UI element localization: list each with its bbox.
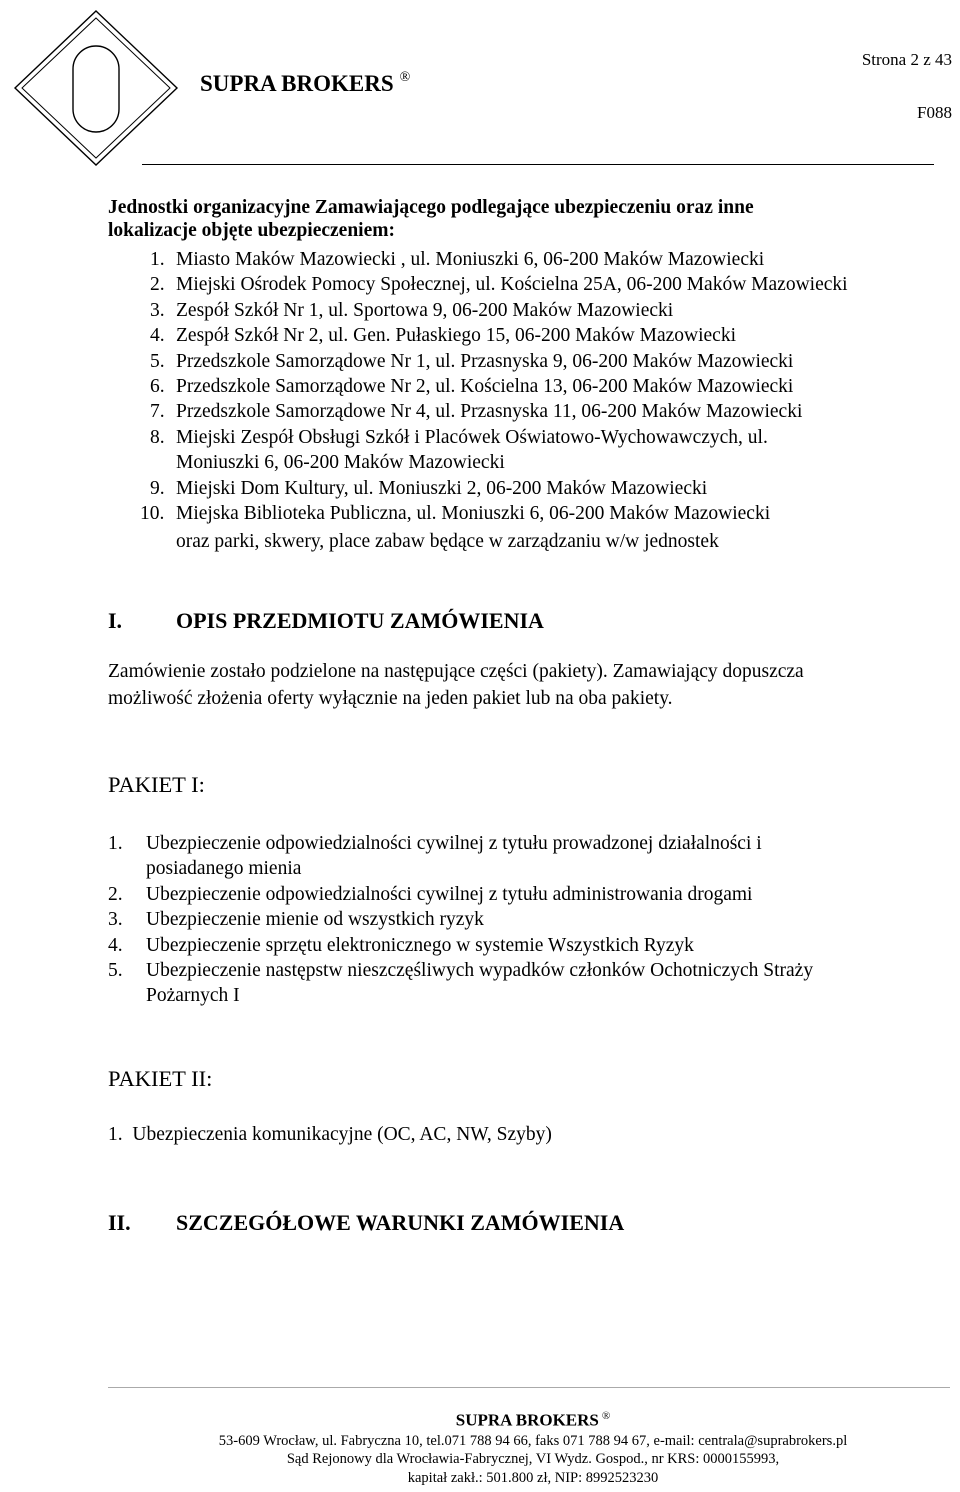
header-brand: SUPRA BROKERS ® (200, 70, 411, 96)
footer-registered-mark: ® (601, 1410, 611, 1422)
list-item: 5. Przedszkole Samorządowe Nr 1, ul. Przasnyska 9, 06-200 Maków Mazowiecki (150, 350, 794, 372)
company-logo-icon (12, 8, 180, 168)
list-item: 1. Miasto Maków Mazowiecki , ul. Moniuszki 6, 06-200 Maków Mazowiecki (150, 249, 765, 270)
pakiet-1-list (108, 831, 956, 1009)
list-item: 3. Zespół Szkół Nr 1, ul. Sportowa 9, 06-200 Maków Mazowiecki (150, 299, 674, 321)
units-heading: Jednostki organizacyjne Zamawiającego podlegające ubezpieczeniu oraz inne lokalizacje objęte ubezpieczeniem: (108, 197, 754, 241)
footer-court-info: Sąd Rejonowy dla Wrocławia-Fabrycznej, VI Wydz. Gospod., nr KRS: 0000155993, (286, 1451, 780, 1467)
footer-brand: SUPRA BROKERS ® (455, 1410, 611, 1430)
pakiet-1-heading: PAKIET I: (108, 772, 205, 797)
list-item: 3. Ubezpieczenie mienie od wszystkich ryzyk (108, 909, 484, 931)
list-item: 8. Miejski Zespół Obsługi Szkół i Placówek Oświatowo-Wychowawczych, ul. Moniuszki 6, 06-200 Maków Mazowiecki (150, 426, 768, 474)
list-item: 7. Przedszkole Samorządowe Nr 4, ul. Przasnyska 11, 06-200 Maków Mazowiecki (150, 401, 803, 423)
list-item: 4. Ubezpieczenie sprzętu elektronicznego w systemie Wszystkich Ryzyk (108, 934, 694, 956)
pakiet-2-item: 1. Ubezpieczenia komunikacyjne (OC, AC, NW, Szyby) (108, 1124, 552, 1145)
units-note: oraz parki, skwery, place zabaw będące w zarządzaniu w/w jednostek (176, 531, 719, 552)
section-1-paragraph: Zamówienie zostało podzielone na następujące części (pakiety). Zamawiający dopuszcza możliwość złożenia oferty wyłącznie na jeden pakiet lub na oba pakiety. (108, 661, 804, 709)
footer-capital-info: kapitał zakł.: 501.800 zł, NIP: 8992523230 (407, 1470, 659, 1486)
list-item: 1. Ubezpieczenie odpowiedzialności cywilnej z tytułu prowadzonej działalności i posiadanego mienia (108, 833, 762, 880)
list-item: 9. Miejski Dom Kultury, ul. Moniuszki 2, 06-200 Maków Mazowiecki (150, 477, 708, 499)
list-item: 2. Miejski Ośrodek Pomocy Społecznej, ul. Kościelna 25A, 06-200 Maków Mazowiecki (150, 274, 848, 296)
list-item: 5. Ubezpieczenie następstw nieszczęśliwych wypadków członków Ochotniczych Straży Pożarnych I (108, 960, 814, 1007)
section-heading-2: II. SZCZEGÓŁOWE WARUNKI ZAMÓWIENIA (108, 1210, 625, 1235)
list-item: 10. Miejska Biblioteka Publiczna, ul. Moniuszki 6, 06-200 Maków Mazowiecki (140, 503, 771, 525)
footer-divider (108, 1387, 950, 1388)
document-code: F088 (917, 103, 952, 122)
registered-mark: ® (399, 70, 411, 85)
list-item: 4. Zespół Szkół Nr 2, ul. Gen. Pułaskiego 15, 06-200 Maków Mazowiecki (150, 325, 736, 347)
units-list (108, 247, 848, 526)
list-item: 6. Przedszkole Samorządowe Nr 2, ul. Kościelna 13, 06-200 Maków Mazowiecki (150, 376, 794, 398)
page-number: Strona 2 z 43 (861, 50, 952, 69)
header-divider (142, 164, 934, 165)
section-heading-1: I. OPIS PRZEDMIOTU ZAMÓWIENIA (108, 608, 544, 633)
list-item: 2. Ubezpieczenie odpowiedzialności cywilnej z tytułu administrowania drogami (108, 883, 753, 905)
pakiet-2-heading: PAKIET II: (108, 1066, 213, 1091)
footer-address: 53-609 Wrocław, ul. Fabryczna 10, tel.071 788 94 66, faks 071 788 94 67, e-mail: centrala@suprabrokers.pl (218, 1433, 848, 1449)
